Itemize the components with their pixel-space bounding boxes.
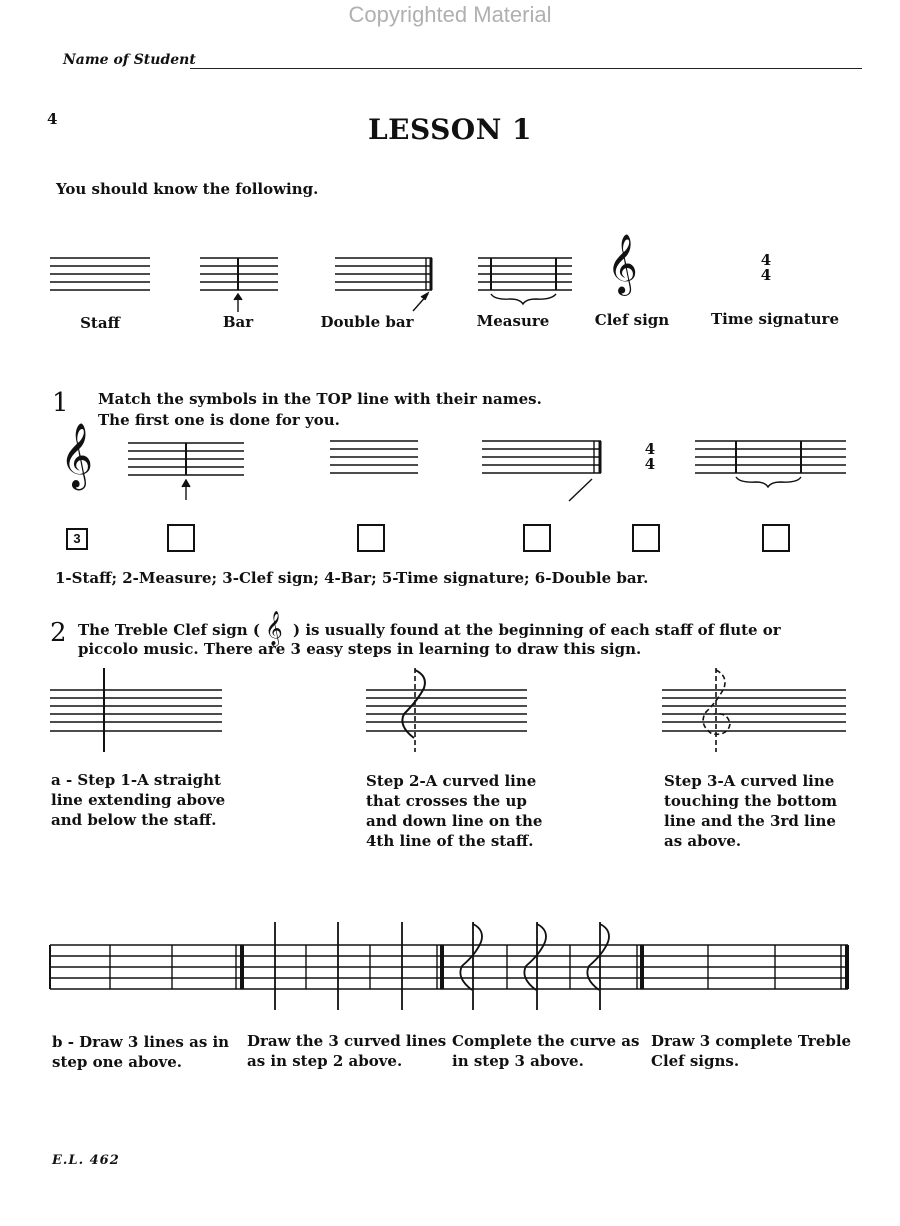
step3-staff — [662, 668, 846, 752]
label-staff: Staff — [80, 314, 120, 332]
section2-line1-a: The Treble Clef sign ( — [78, 621, 261, 639]
section1-key: 1-Staff; 2-Measure; 3-Clef sign; 4-Bar; 5-Time signature; 6-Double bar. — [55, 569, 649, 587]
intro-text: You should know the following. — [56, 180, 319, 198]
step3-text: Step 3-A curved line touching the bottom line and the 3rd line as above. — [664, 772, 838, 850]
match-double-bar-symbol — [482, 441, 601, 501]
answer-box-2[interactable] — [167, 524, 195, 552]
section1-instruction-line2: The first one is done for you. — [98, 411, 340, 429]
staff-symbol — [50, 258, 150, 290]
practice-instruction-3: Complete the curve as in step 3 above. — [452, 1032, 640, 1070]
time-signature-symbol — [756, 253, 776, 283]
step2-staff — [366, 668, 527, 752]
measure-symbol — [478, 258, 572, 304]
answer-box-6[interactable] — [762, 524, 790, 552]
label-double-bar: Double bar — [320, 313, 414, 331]
answer-box-3[interactable] — [357, 524, 385, 552]
match-staff-symbol — [330, 441, 418, 473]
answer-box-4[interactable] — [523, 524, 551, 552]
step2-text: Step 2-A curved line that crosses the up and down line on the 4th line of the staff. — [366, 772, 543, 850]
double-bar-symbol — [335, 258, 432, 311]
practice-instruction-2: Draw the 3 curved lines as in step 2 above. — [247, 1032, 447, 1070]
treble-clef-icon: 𝄞 — [60, 423, 94, 488]
bar-symbol — [200, 258, 278, 312]
practice-staff — [50, 922, 848, 1010]
practice-instruction-4: Draw 3 complete Treble Clef signs. — [651, 1032, 852, 1070]
answer-box-example: 3 — [66, 528, 88, 550]
lesson-title: LESSON 1 — [367, 113, 533, 146]
section2-line2: piccolo music. There are 3 easy steps in learning to draw this sign. — [78, 640, 642, 658]
label-time-signature: Time signature — [710, 310, 840, 328]
time-signature-top: 4 — [760, 251, 772, 269]
practice-instruction-1: b - Draw 3 lines as in step one above. — [52, 1033, 230, 1071]
treble-clef-icon: 𝄞 — [607, 234, 638, 294]
treble-clef-icon: 𝄞 — [265, 611, 283, 646]
label-bar: Bar — [222, 313, 254, 331]
section2-number: 2 — [50, 618, 67, 648]
time-signature-bottom: 4 — [644, 455, 656, 473]
footer-code: E.L. 462 — [52, 1153, 120, 1168]
step1-staff — [50, 668, 222, 752]
match-bar-symbol — [128, 443, 244, 500]
page-number: 4 — [47, 110, 58, 128]
time-signature-bottom: 4 — [760, 266, 772, 284]
section2-line1-b: ) is usually found at the beginning of each staff of flute or — [293, 621, 781, 639]
section1-instruction-line1: Match the symbols in the TOP line with their names. — [98, 390, 542, 408]
time-signature-top: 4 — [644, 440, 656, 458]
answer-box-5[interactable] — [632, 524, 660, 552]
step1-text: a - Step 1-A straight line extending above and below the staff. — [51, 771, 226, 829]
watermark: Copyrighted Material — [348, 2, 552, 27]
label-measure: Measure — [476, 312, 550, 330]
match-measure-symbol — [695, 441, 846, 487]
student-name-label: Name of Student — [63, 52, 196, 68]
match-time-signature-symbol — [640, 442, 660, 472]
section1-number: 1 — [52, 388, 69, 418]
label-clef-sign: Clef sign — [594, 311, 670, 329]
